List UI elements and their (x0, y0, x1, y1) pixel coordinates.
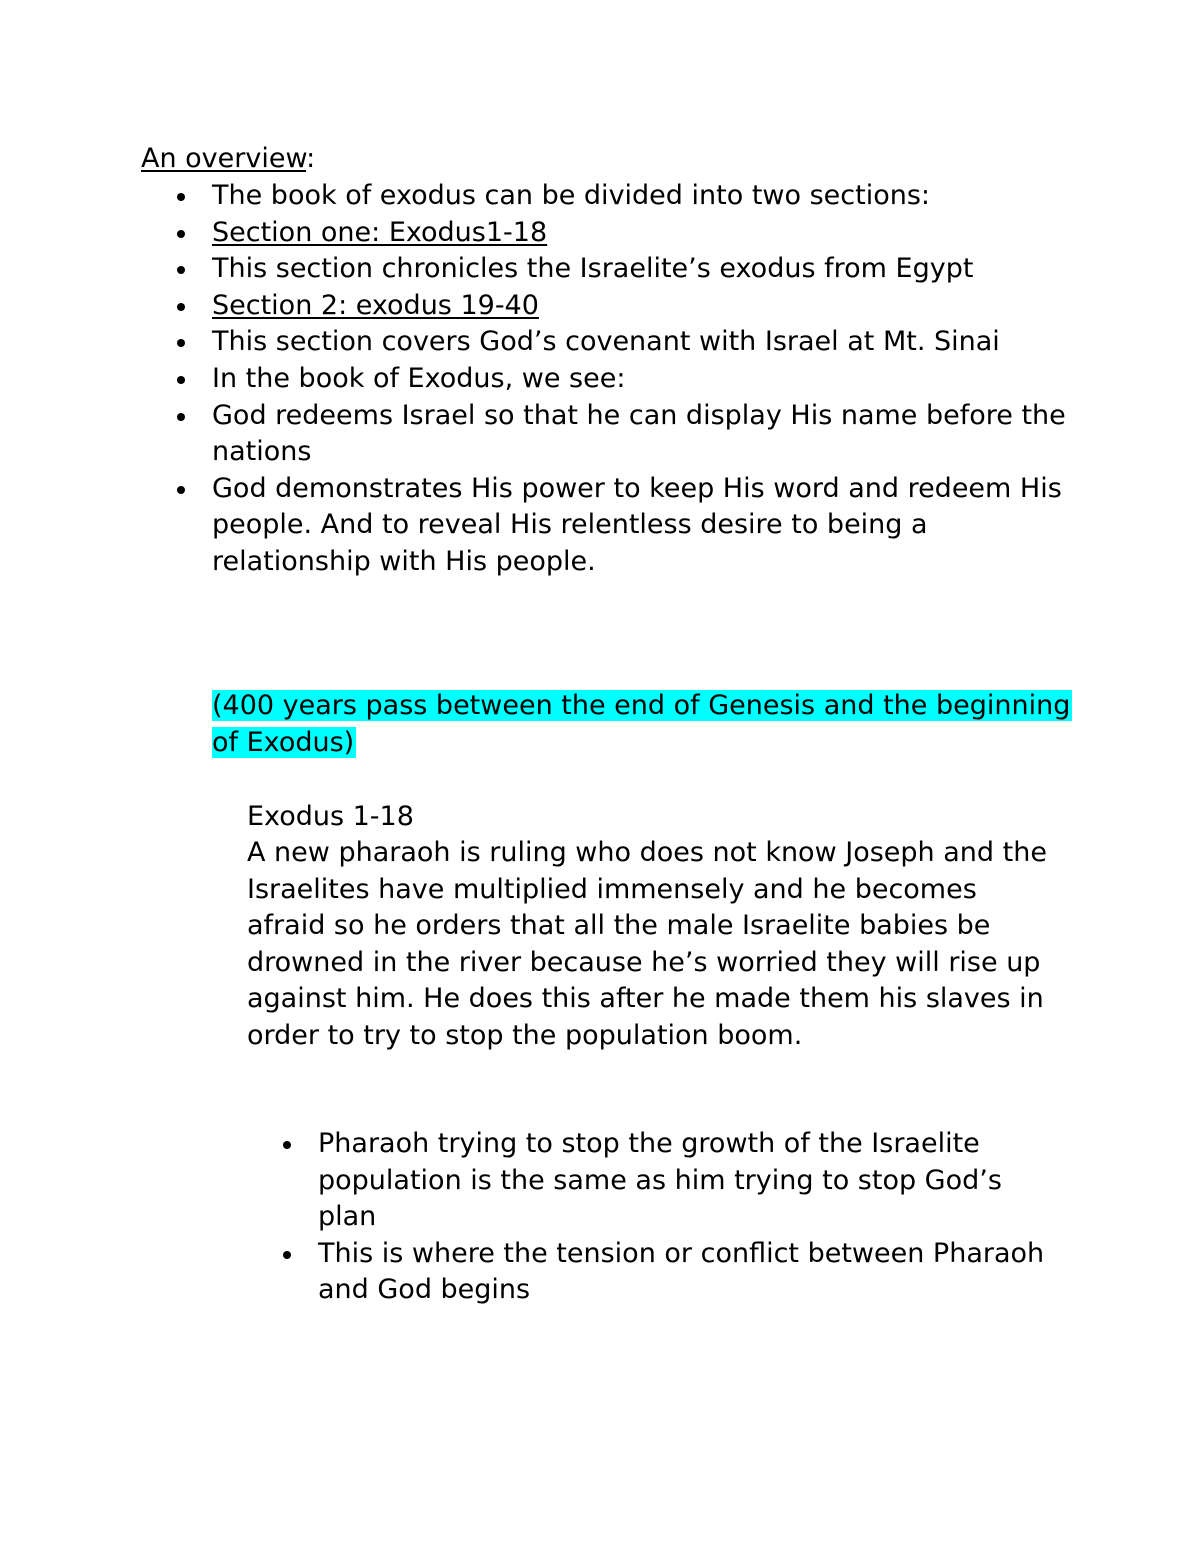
list-item (212, 398, 1072, 471)
list-item (212, 178, 1072, 215)
list-item (318, 1126, 1053, 1236)
exodus-section-title: Exodus 1-18 (247, 801, 414, 832)
pharaoh-bullet-list (318, 1126, 1053, 1309)
bullet-text-section-two: Section 2: exodus 19-40 (212, 289, 539, 321)
highlighted-note (212, 688, 1072, 761)
bullet-text-section-one-summary: This section chronicles the Israelite’s exodus from Egypt (212, 253, 974, 285)
list-item (212, 288, 1072, 325)
overview-bullet-list (212, 178, 1072, 581)
list-item (212, 324, 1072, 361)
bullet-text-divisions: The book of exodus can be divided into two sections: (212, 180, 930, 211)
bullet-text-section-two-summary: This section covers God’s covenant with Israel at Mt. Sinai (212, 326, 1000, 358)
overview-heading-colon: : (306, 143, 316, 174)
bullet-text-god-redeems: God redeems Israel so that he can display His name before the nations (212, 399, 1066, 468)
exodus-section-paragraph: A new pharaoh is ruling who does not know Joseph and the Israelites have multiplied immensely and he becomes afraid so he orders that all the male Israelite babies be drowned in the river because he’s worried they will rise up against him. He does this after he made them his slaves in order to try to stop the population boom. (247, 837, 1047, 1051)
list-item (212, 215, 1072, 252)
bullet-text-we-see: In the book of Exodus, we see: (212, 362, 626, 394)
highlighted-note-text: (400 years pass between the end of Genesis and the beginning of Exodus) (212, 690, 1071, 758)
overview-heading-text: An overview (141, 143, 307, 174)
list-item (318, 1236, 1053, 1309)
bullet-text-section-one: Section one: Exodus1-18 (212, 216, 548, 248)
bullet-text-god-demonstrates: God demonstrates His power to keep His word and redeem His people. And to reveal His relentless desire to being a relationship with His people. (212, 472, 1062, 577)
bullet-text-tension-begins: This is where the tension or conflict between Pharaoh and God begins (318, 1237, 1045, 1306)
overview-heading (141, 141, 315, 178)
bullet-text-pharaoh-stop-growth: Pharaoh trying to stop the growth of the Israelite population is the same as him trying to stop God’s plan (318, 1128, 1002, 1233)
list-item (212, 471, 1072, 581)
list-item (212, 251, 1072, 288)
list-item (212, 361, 1072, 398)
